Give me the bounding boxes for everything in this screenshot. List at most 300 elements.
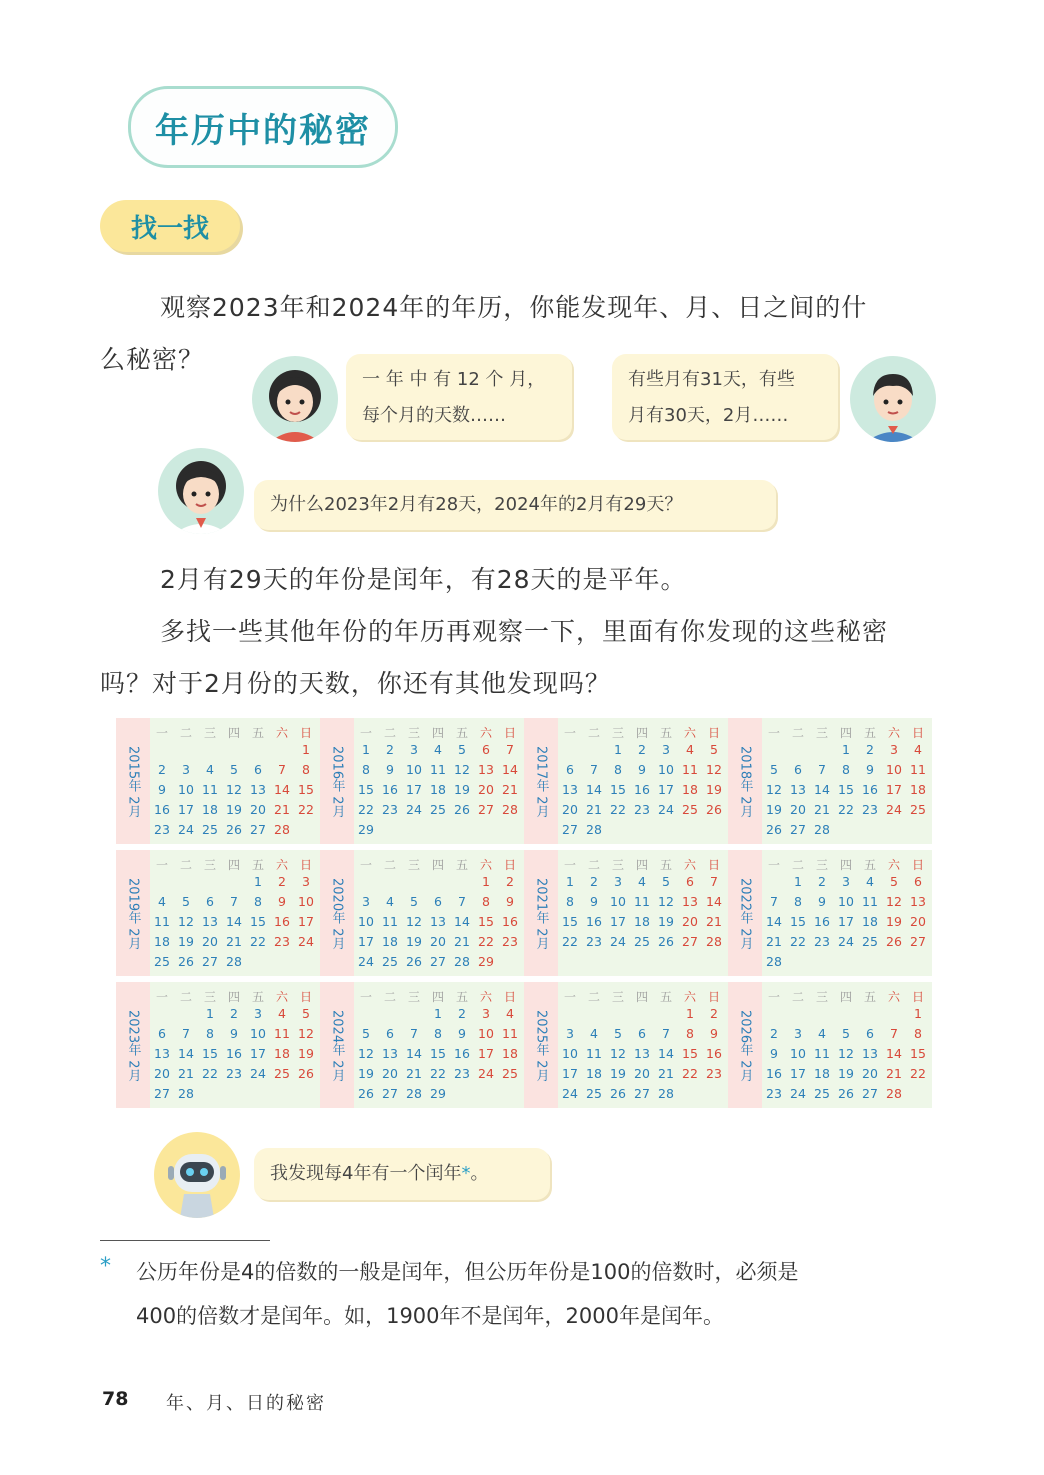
day-number: 16 [502,914,518,929]
day-number: 11 [586,1046,602,1061]
day-number: 15 [910,1046,926,1061]
calendar-days [762,718,932,844]
day-number: 9 [770,1046,778,1061]
day-number: 16 [586,914,602,929]
weekday-header: 四 [431,858,444,872]
day-number: 11 [274,1026,290,1041]
day-number: 26 [226,822,242,837]
weekday-header: 五 [455,858,468,872]
day-number: 11 [682,762,698,777]
day-number: 18 [586,1066,602,1081]
weekday-header: 一 [563,726,576,740]
day-number: 22 [358,802,374,817]
day-number: 18 [814,1066,830,1081]
day-number: 16 [226,1046,242,1061]
day-number: 23 [766,1086,782,1101]
day-number: 9 [230,1026,238,1041]
page-title: 年历中的秘密 [155,110,371,151]
day-number: 23 [634,802,650,817]
calendar-days [354,718,524,844]
calendar-year-month: 2026年 2月 [737,1010,753,1082]
day-number: 22 [682,1066,698,1081]
day-number: 15 [250,914,266,929]
intro-line-2: 么秘密？ [100,345,205,374]
day-number: 12 [298,1026,314,1041]
day-number: 24 [790,1086,806,1101]
calendar-side-label [728,718,762,844]
day-number: 27 [250,822,266,837]
day-number: 11 [814,1046,830,1061]
day-number: 23 [502,934,518,949]
day-number: 19 [358,1066,374,1081]
day-number: 2 [710,1006,718,1021]
day-number: 19 [766,802,782,817]
day-number: 9 [506,894,514,909]
day-number: 1 [914,1006,922,1021]
day-number: 24 [610,934,626,949]
day-number: 8 [842,762,850,777]
weekday-header: 一 [563,858,576,872]
day-number: 6 [158,1026,166,1041]
day-number: 16 [634,782,650,797]
calendar-days [354,982,524,1108]
day-number: 24 [250,1066,266,1081]
day-number: 20 [382,1066,398,1081]
day-number: 22 [478,934,494,949]
weekday-header: 五 [251,726,264,740]
day-number: 10 [250,1026,266,1041]
calendar-side-label [728,850,762,976]
running-title: 年、月、日的秘密 [166,1393,326,1414]
day-number: 6 [386,1026,394,1041]
day-number: 22 [838,802,854,817]
day-number: 15 [358,782,374,797]
day-number: 7 [710,874,718,889]
day-number: 18 [910,782,926,797]
day-number: 9 [590,894,598,909]
day-number: 4 [206,762,214,777]
day-number: 6 [866,1026,874,1041]
calendar-side-label [116,850,150,976]
weekday-header: 二 [383,726,396,740]
day-number: 10 [478,1026,494,1041]
day-number: 16 [706,1046,722,1061]
robot-avatar [154,1132,240,1218]
day-number: 23 [454,1066,470,1081]
day-number: 12 [178,914,194,929]
day-number: 17 [658,782,674,797]
day-number: 22 [610,802,626,817]
day-number: 23 [706,1066,722,1081]
day-number: 22 [298,802,314,817]
day-number: 1 [434,1006,442,1021]
day-number: 19 [838,1066,854,1081]
calendar-days [354,850,524,976]
weekday-header: 五 [659,858,672,872]
day-number: 17 [610,914,626,929]
weekday-header: 日 [503,990,516,1004]
weekday-header: 六 [887,726,900,740]
day-number: 13 [634,1046,650,1061]
day-number: 22 [250,934,266,949]
day-number: 25 [634,934,650,949]
day-number: 25 [382,954,398,969]
day-number: 2 [818,874,826,889]
month-calendar [320,982,524,1108]
day-number: 8 [614,762,622,777]
day-number: 10 [406,762,422,777]
day-number: 18 [274,1046,290,1061]
day-number: 27 [202,954,218,969]
day-number: 7 [182,1026,190,1041]
day-number: 17 [250,1046,266,1061]
day-number: 18 [502,1046,518,1061]
day-number: 12 [658,894,674,909]
day-number: 1 [686,1006,694,1021]
day-number: 17 [358,934,374,949]
calendar-year-month: 2018年 2月 [737,746,753,818]
weekday-header: 四 [431,990,444,1004]
day-number: 11 [430,762,446,777]
month-calendar [524,982,728,1108]
day-number: 20 [634,1066,650,1081]
weekday-header: 日 [911,990,924,1004]
footnote-divider [100,1240,270,1241]
day-number: 1 [614,742,622,757]
day-number: 1 [842,742,850,757]
month-calendar [728,982,932,1108]
day-number: 4 [434,742,442,757]
day-number: 29 [478,954,494,969]
day-number: 27 [382,1086,398,1101]
day-number: 15 [202,1046,218,1061]
day-number: 17 [406,782,422,797]
day-number: 2 [866,742,874,757]
day-number: 25 [586,1086,602,1101]
day-number: 21 [406,1066,422,1081]
day-number: 15 [838,782,854,797]
day-number: 22 [430,1066,446,1081]
weekday-header: 四 [227,990,240,1004]
weekday-header: 六 [275,990,288,1004]
weekday-header: 三 [815,858,828,872]
day-number: 18 [634,914,650,929]
weekday-header: 六 [479,858,492,872]
day-number: 3 [890,742,898,757]
bubble-2-line-1: 有些月有31天，有些 [628,369,795,390]
day-number: 8 [206,1026,214,1041]
weekday-header: 一 [767,726,780,740]
calendar-days [150,850,320,976]
day-number: 25 [430,802,446,817]
day-number: 28 [586,822,602,837]
day-number: 6 [206,894,214,909]
day-number: 3 [614,874,622,889]
day-number: 2 [458,1006,466,1021]
calendar-year-month: 2021年 2月 [533,878,549,950]
weekday-header: 六 [275,858,288,872]
day-number: 19 [658,914,674,929]
day-number: 25 [274,1066,290,1081]
day-number: 28 [814,822,830,837]
day-number: 5 [770,762,778,777]
day-number: 8 [914,1026,922,1041]
day-number: 3 [362,894,370,909]
day-number: 3 [410,742,418,757]
day-number: 9 [866,762,874,777]
bubble-1-line-1: 一 年 中 有 12 个 月， [362,369,546,390]
calendar-days [150,718,320,844]
day-number: 20 [154,1066,170,1081]
day-number: 18 [154,934,170,949]
calendar-year-month: 2020年 2月 [329,878,345,950]
day-number: 6 [914,874,922,889]
speech-bubble-3: 为什么2023年2月有28天，2024年的2月有29天？ [254,480,776,530]
day-number: 5 [302,1006,310,1021]
day-number: 27 [862,1086,878,1101]
weekday-header: 日 [911,858,924,872]
weekday-header: 日 [707,990,720,1004]
day-number: 27 [430,954,446,969]
statement: 2月有29天的年份是闰年，有28天的是平年。 [160,565,687,594]
day-number: 7 [458,894,466,909]
day-number: 25 [910,802,926,817]
day-number: 4 [158,894,166,909]
day-number: 19 [178,934,194,949]
day-number: 1 [362,742,370,757]
day-number: 6 [482,742,490,757]
day-number: 10 [358,914,374,929]
weekday-header: 六 [887,858,900,872]
weekday-header: 一 [767,990,780,1004]
day-number: 21 [658,1066,674,1081]
day-number: 19 [706,782,722,797]
weekday-header: 一 [155,990,168,1004]
day-number: 28 [658,1086,674,1101]
day-number: 21 [586,802,602,817]
day-number: 15 [682,1046,698,1061]
day-number: 17 [178,802,194,817]
calendar-year-month: 2019年 2月 [125,878,141,950]
day-number: 19 [886,914,902,929]
weekday-header: 六 [683,726,696,740]
weekday-header: 三 [611,726,624,740]
footnote-line-1: 公历年份是4的倍数的一般是闰年，但公历年份是100的倍数时，必须是 [136,1260,799,1284]
day-number: 27 [478,802,494,817]
weekday-header: 日 [911,726,924,740]
day-number: 27 [790,822,806,837]
footnote-line-2: 400的倍数才是闰年。如，1900年不是闰年，2000年是闰年。 [136,1304,724,1328]
day-number: 3 [566,1026,574,1041]
day-number: 8 [434,1026,442,1041]
weekday-header: 四 [839,858,852,872]
day-number: 10 [562,1046,578,1061]
day-number: 26 [610,1086,626,1101]
calendar-year-month: 2023年 2月 [125,1010,141,1082]
day-number: 21 [766,934,782,949]
day-number: 16 [862,782,878,797]
day-number: 24 [298,934,314,949]
weekday-header: 五 [455,990,468,1004]
day-number: 2 [506,874,514,889]
day-number: 6 [434,894,442,909]
day-number: 16 [454,1046,470,1061]
day-number: 6 [686,874,694,889]
day-number: 26 [706,802,722,817]
weekday-header: 二 [383,858,396,872]
day-number: 17 [562,1066,578,1081]
day-number: 17 [790,1066,806,1081]
day-number: 19 [610,1066,626,1081]
calendar-year-month: 2015年 2月 [125,746,141,818]
weekday-header: 五 [659,726,672,740]
day-number: 7 [818,762,826,777]
day-number: 23 [862,802,878,817]
day-number: 2 [590,874,598,889]
day-number: 15 [562,914,578,929]
day-number: 14 [454,914,470,929]
day-number: 13 [682,894,698,909]
weekday-header: 五 [863,858,876,872]
bubble-2-line-2: 月有30天，2月…… [628,405,789,426]
day-number: 5 [458,742,466,757]
day-number: 2 [278,874,286,889]
day-number: 27 [682,934,698,949]
weekday-header: 日 [299,858,312,872]
day-number: 1 [254,874,262,889]
day-number: 24 [358,954,374,969]
day-number: 14 [274,782,290,797]
day-number: 21 [274,802,290,817]
day-number: 11 [910,762,926,777]
weekday-header: 二 [587,858,600,872]
day-number: 23 [814,934,830,949]
weekday-header: 三 [407,858,420,872]
day-number: 28 [226,954,242,969]
day-number: 13 [562,782,578,797]
day-number: 15 [478,914,494,929]
day-number: 24 [658,802,674,817]
robot-bubble-text: 我发现每4年有一个闰年 [270,1163,462,1184]
day-number: 20 [478,782,494,797]
weekday-header: 三 [815,990,828,1004]
weekday-header: 日 [503,858,516,872]
weekday-header: 日 [503,726,516,740]
day-number: 19 [226,802,242,817]
weekday-header: 六 [479,726,492,740]
day-number: 12 [406,914,422,929]
day-number: 5 [890,874,898,889]
month-calendar [728,718,932,844]
boy-avatar [850,356,936,442]
day-number: 13 [790,782,806,797]
section-tag-label: 找一找 [130,213,209,244]
day-number: 14 [658,1046,674,1061]
day-number: 1 [482,874,490,889]
day-number: 5 [842,1026,850,1041]
weekday-header: 三 [203,990,216,1004]
weekday-header: 五 [251,858,264,872]
day-number: 9 [386,762,394,777]
day-number: 3 [662,742,670,757]
day-number: 22 [202,1066,218,1081]
month-calendar [320,850,524,976]
prompt-line-1: 多找一些其他年份的年历再观察一下，里面有你发现的这些秘密 [160,617,889,646]
weekday-header: 一 [563,990,576,1004]
weekday-header: 四 [635,990,648,1004]
day-number: 12 [838,1046,854,1061]
girl-avatar [252,356,338,442]
day-number: 8 [362,762,370,777]
day-number: 7 [506,742,514,757]
day-number: 28 [178,1086,194,1101]
day-number: 2 [770,1026,778,1041]
day-number: 5 [182,894,190,909]
day-number: 7 [770,894,778,909]
weekday-header: 一 [359,726,372,740]
weekday-header: 二 [179,858,192,872]
calendar-side-label [524,718,558,844]
day-number: 20 [250,802,266,817]
calendar-days [558,718,728,844]
prompt-line-2: 吗？对于2月份的天数，你还有其他发现吗？ [100,669,611,698]
day-number: 1 [206,1006,214,1021]
day-number: 26 [658,934,674,949]
day-number: 14 [814,782,830,797]
calendar-side-label [320,982,354,1108]
month-calendar [320,718,524,844]
day-number: 1 [302,742,310,757]
calendar-days [762,982,932,1108]
day-number: 16 [814,914,830,929]
weekday-header: 三 [407,990,420,1004]
day-number: 7 [230,894,238,909]
day-number: 13 [910,894,926,909]
calendar-grid [116,718,932,1108]
day-number: 1 [566,874,574,889]
day-number: 20 [790,802,806,817]
day-number: 5 [710,742,718,757]
weekday-header: 二 [179,726,192,740]
weekday-header: 五 [455,726,468,740]
page-number: 78 [102,1388,129,1410]
weekday-header: 四 [635,858,648,872]
day-number: 4 [386,894,394,909]
month-calendar [116,982,320,1108]
day-number: 10 [178,782,194,797]
day-number: 26 [298,1066,314,1081]
month-calendar [728,850,932,976]
weekday-header: 六 [683,858,696,872]
day-number: 10 [298,894,314,909]
weekday-header: 五 [659,990,672,1004]
weekday-header: 四 [839,990,852,1004]
day-number: 13 [202,914,218,929]
day-number: 24 [478,1066,494,1081]
day-number: 11 [202,782,218,797]
day-number: 13 [430,914,446,929]
day-number: 14 [502,762,518,777]
weekday-header: 六 [275,726,288,740]
day-number: 27 [634,1086,650,1101]
day-number: 23 [154,822,170,837]
day-number: 16 [766,1066,782,1081]
day-number: 12 [706,762,722,777]
day-number: 10 [838,894,854,909]
day-number: 9 [710,1026,718,1041]
day-number: 23 [274,934,290,949]
robot-speech-bubble [254,1148,550,1200]
